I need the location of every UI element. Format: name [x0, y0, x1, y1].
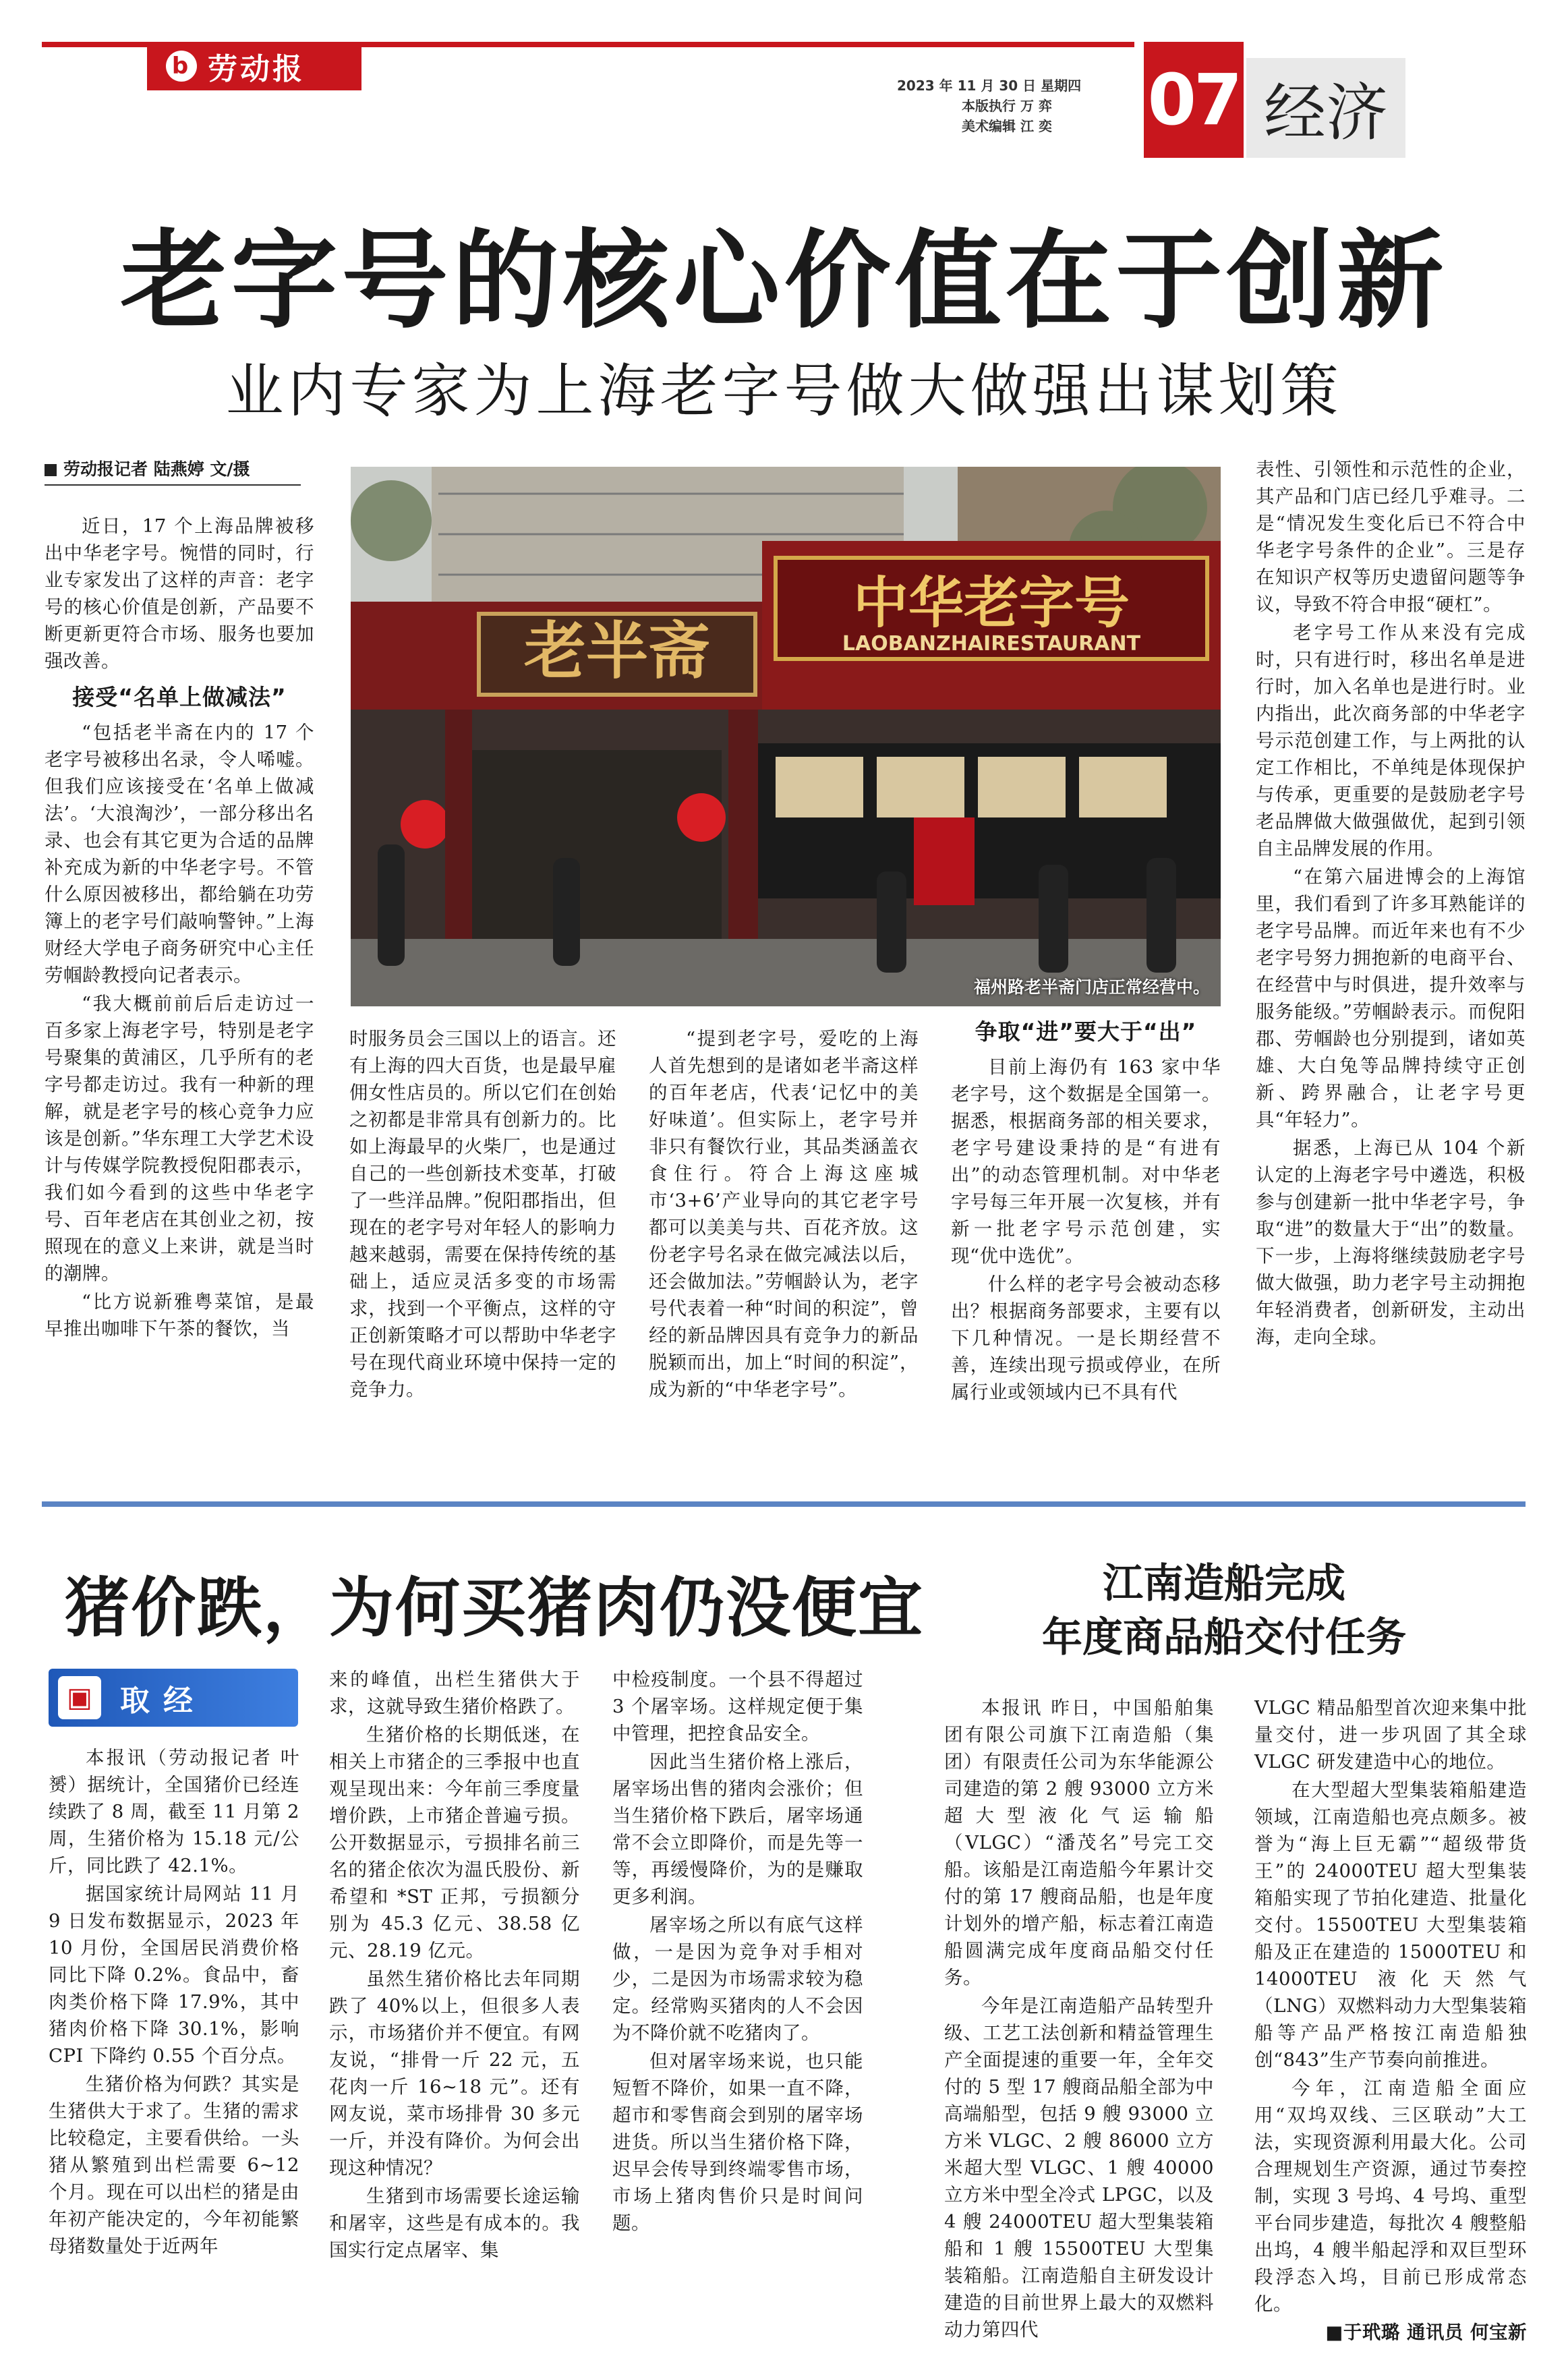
article1-byline: [45, 456, 301, 486]
section-heading: 争取“进”要大于“出”: [975, 1018, 1197, 1045]
paragraph: 本报讯（劳动报记者 叶赟）据统计，全国猪价已经连续跌了 8 周，截至 11 月第 2 周，生猪价格为 15.18 元/公斤，同比跌了 42.1%。: [49, 1747, 299, 1876]
article3-headline-line2: 年度商品船交付任务: [1042, 1614, 1406, 1661]
section-heading: 接受“名单上做减法”: [72, 684, 287, 710]
paragraph: “提到老字号，爱吃的上海人首先想到的是诸如老半斋这样的百年老店，代表‘记忆中的美好味道’。但实际上，老字号并非只有餐饮行业，其品类涵盖衣食住行。符合上海这座城市‘3+6’产业导向的其它老字号都可以美美与共、百花齐放。这份老字号名录在做完减法以后，还会做加法。”劳帼龄认为，老字号代表着一种“时间的积淀”，曾经的新品牌因具有竞争力的新品脱颖而出，加上“时间的积淀”，成为新的“中华老字号”。: [649, 1028, 919, 1400]
restaurant-photo-image: [351, 467, 1221, 1006]
book-icon: ▣: [58, 1676, 101, 1719]
article2-column-3: [612, 1666, 863, 2238]
paragraph: 表性、引领性和示范性的企业，其产品和门店已经几乎难寻。二是“情况发生变化后已不符合中华老字号条件的企业”。三是存在知识产权等历史遗留问题等争议，导致不符合申报“硬杠”。: [1256, 459, 1526, 615]
paragraph: 但对屠宰场来说，也只能短暂不降价，如果一直不降，超市和零售商会到别的屠宰场进货。所以当生猪价格下降，迟早会传导到终端零售市场，市场上猪肉售价只是时间问题。: [612, 2050, 863, 2234]
paragraph: 生猪价格的长期低迷，在相关上市猪企的三季报中也直观呈现出来：今年前三季度量增价跌，上市猪企普遍亏损。公开数据显示，亏损排名前三名的猪企依次为温氏股份、新希望和 *ST 正邦，亏损额分别为 45.3 亿元、38.58 亿元、28.19 亿元。: [329, 1724, 580, 1961]
paragraph: 据国家统计局网站 11 月 9 日发布数据显示，2023 年 10 月份，全国居民消费价格同比下降 0.2%。食品中，畜肉类价格下降 17.9%，其中猪肉价格下降 30.1%，影响 CPI 下降约 0.55 个百分点。: [49, 1883, 299, 2067]
paragraph: 老字号工作从来没有完成时，只有进行时，移出名单是进行时，加入名单也是进行时。业内指出，此次商务部的中华老字号示范创建工作，与上两批的认定工作相比，不单纯是体现保护与传承，更重要的是鼓励老字号老品牌做大做强做优，起到引领自主品牌发展的作用。: [1256, 622, 1526, 859]
masthead-logo: [147, 42, 361, 90]
byline-square-icon: [45, 464, 57, 476]
paragraph: “包括老半斋在内的 17 个老字号被移出名录，令人唏嘘。但我们应该接受在‘名单上做减法’。‘大浪淘沙’，一部分移出名录、也会有其它更为合适的品牌补充成为新的中华老字号。不管什么原因被移出，都给躺在功劳簿上的老字号们敲响警钟。”上海财经大学电子商务研究中心主任劳帼龄教授向记者表示。: [45, 722, 314, 986]
photo-caption: 福州路老半斋门店正常经营中。: [973, 977, 1210, 997]
paragraph: 近日，17 个上海品牌被移出中华老字号。惋惜的同时，行业专家发出了这样的声音：老字号的核心价值是创新，产品要不断更新更符合市场、服务也要加强改善。: [45, 515, 314, 672]
byline-text: 劳动报记者 陆燕婷 文/摄: [63, 459, 250, 479]
paragraph: 中检疫制度。一个县不得超过 3 个屠宰场。这样规定便于集中管理，把控食品安全。: [612, 1669, 863, 1744]
article1-subheadline: 业内专家为上海老字号做大做强出谋划策: [225, 357, 1343, 425]
column-badge: [49, 1669, 298, 1727]
article1-column-1: [45, 513, 314, 1344]
masthead-mark-icon: b: [166, 51, 197, 82]
sign-right-text: 中华老字号: [852, 571, 1130, 635]
article3-byline: ■于玳璐 通讯员 何宝新: [1325, 2322, 1527, 2343]
paragraph: VLGC 精品船型首次迎来集中批量交付，进一步巩固了其全球 VLGC 研发建造中心的地位。: [1254, 1697, 1527, 1773]
article1-column-3: [649, 1025, 919, 1404]
article3-headline: [944, 1557, 1504, 1665]
article3-column-2: [1254, 1694, 1527, 2346]
paragraph: “比方说新雅粤菜馆，是最早推出咖啡下午茶的餐饮，当: [45, 1291, 314, 1340]
article1-column-4: [951, 1018, 1221, 1407]
paragraph: 生猪到市场需要长途运输和屠宰，这些是有成本的。我国实行定点屠宰、集: [329, 2185, 580, 2261]
article3-headline-line1: 江南造船完成: [1103, 1560, 1345, 1607]
article1-column-5: [1256, 456, 1526, 1352]
article2-headline: 猪价跌，为何买猪肉仍没便宜: [65, 1570, 924, 1646]
paragraph: 据悉，上海已从 104 个新认定的上海老字号中遴选，积极参与创建新一批中华老字号，争取“进”的数量大于“出”的数量。下一步，上海将继续鼓励老字号做大做强，助力老字号主动拥抱年轻消费者，创新研发，主动出海，走向全球。: [1256, 1137, 1526, 1348]
page-number: 07: [1144, 42, 1244, 158]
paragraph: 今年，江南造船全面应用“双坞双线、三区联动”大工法，实现资源利用最大化。公司合理规划生产资源，通过节奏控制，实现 3 号坞、4 号坞、重型平台同步建造，每批次 4 艘整船出坞，4 艘半船起浮和双巨型环段浮态入坞，目前已形成常态化。: [1254, 2077, 1527, 2315]
paragraph: 在大型超大型集装箱船建造领域，江南造船也亮点颇多。被誉为“海上巨无霸”“超级带货王”的 24000TEU 超大型集装箱船实现了节拍化建造、批量化交付。15500TEU 大型集装箱船及正在建造的 15000TEU 和 14000TEU 液化天然气（LNG）双燃料动力大型集装箱船等产品严格按江南造船独创“843”生产节奏向前推进。: [1254, 1779, 1527, 2071]
paragraph: 虽然生猪价格比去年同期跌了 40%以上，但很多人表示，市场猪价并不便宜。有网友说，“排骨一斤 22 元，五花肉一斤 16~18 元”。还有网友说，菜市场排骨 30 多元一斤，并没有降价。为何会出现这种情况？: [329, 1968, 580, 2179]
article2-column-1: [49, 1744, 299, 2261]
page-editor: 本版执行 万 弈: [962, 98, 1052, 114]
paragraph: 目前上海仍有 163 家中华老字号，这个数据是全国第一。据悉，根据商务部的相关要求，老字号建设秉持的是“有进有出”的动态管理机制。对中华老字号每三年开展一次复核，并有新一批老字号示范创建，实现“优中选优”。: [951, 1056, 1221, 1267]
art-editor: 美术编辑 江 奕: [962, 118, 1052, 134]
article1-headline: 老字号的核心价值在于创新: [120, 219, 1448, 343]
paragraph: 因此当生猪价格上涨后，屠宰场出售的猪肉会涨价；但当生猪价格下跌后，屠宰场通常不会立即降价，而是先等一等，再缓慢降价，为的是赚取更多利润。: [612, 1751, 863, 1907]
article1-column-2: [349, 1025, 616, 1404]
paragraph: 本报讯 昨日，中国船舶集团有限公司旗下江南造船（集团）有限责任公司为东华能源公司建造的第 2 艘 93000 立方米超大型液化气运输船（VLGC）“潘茂名”号完工交船。该船是江南造船今年累计交付的第 17 艘商品船，也是年度计划外的增产船，标志着江南造船圆满完成年度商品船交付任务。: [944, 1697, 1214, 1988]
column-badge-label: 取经: [120, 1684, 206, 1718]
publication-info: [897, 76, 1138, 136]
paragraph: 时服务员会三国以上的语言。还有上海的四大百货，也是最早雇佣女性店员的。所以它们在创始之初都是非常具有创新力的。比如上海最早的火柴厂，也是通过自己的一些创新技术变革，打破了一些洋品牌。”倪阳郡指出，但现在的老字号对年轻人的影响力越来越弱，需要在保持传统的基础上，适应灵活多变的市场需求，找到一个平衡点，这样的守正创新策略才可以帮助中华老字号在现代商业环境中保持一定的竞争力。: [349, 1028, 616, 1400]
paragraph: “在第六届进博会的上海馆里，我们看到了许多耳熟能详的老字号品牌。而近年来也有不少老字号努力拥抱新的电商平台、在经营中与时俱进，提升效率与服务能级。”劳帼龄表示。而倪阳郡、劳帼龄也分别提到，诸如英雄、大白兔等品牌持续守正创新、跨界融合，让老字号更具“年轻力”。: [1256, 866, 1526, 1130]
sign-right-english: LAOBANZHAIRESTAURANT: [842, 632, 1141, 656]
article3-column-1: [944, 1694, 1214, 2345]
masthead-title: 劳动报: [208, 52, 305, 86]
paragraph: 生猪价格为何跌？其实是生猪供大于求了。生猪的需求比较稳定，主要看供给。一头猪从繁殖到出栏需要 6~12 个月。现在可以出栏的猪是由年初产能决定的，今年初能繁母猪数量处于近两年: [49, 2073, 299, 2257]
paragraph: 今年是江南造船产品转型升级、工艺工法创新和精益管理生产全面提速的重要一年，全年交付的 5 型 17 艘商品船全部为中高端船型，包括 9 艘 93000 立方米 VLGC、2 艘 86000 立方米超大型 VLGC、1 艘 40000 立方米中型全冷式 LPGC，以及 4 艘 24000TEU 超大型集装箱船和 1 艘 15500TEU 大型集装箱船。江南造船自主研发设计建造的目前世界上最大的双燃料动力第四代: [944, 1995, 1214, 2340]
paragraph: “我大概前前后后走访过一百多家上海老字号，特别是老字号聚集的黄浦区，几乎所有的老字号都走访过。我有一种新的理解，就是老字号的核心竞争力应该是创新。”华东理工大学艺术设计与传媒学院教授倪阳郡表示，我们如今看到的这些中华老字号、百年老店在其创业之初，按照现在的意义上来讲，就是当时的潮牌。: [45, 993, 314, 1284]
sign-left-text: 老半斋: [523, 614, 711, 687]
article1-photo: [351, 467, 1221, 1006]
paragraph: 什么样的老字号会被动态移出？根据商务部要求，主要有以下几种情况。一是长期经营不善，连续出现亏损或停业，在所属行业或领域内已不具有代: [951, 1273, 1221, 1403]
paragraph: 来的峰值，出栏生猪供大于求，这就导致生猪价格跌了。: [329, 1669, 580, 1717]
issue-date: 2023 年 11 月 30 日 星期四: [897, 78, 1082, 94]
section-name: 经济: [1246, 58, 1405, 158]
article2-column-2: [329, 1666, 580, 2265]
paragraph: 屠宰场之所以有底气这样做，一是因为竞争对手相对少，二是因为市场需求较为稳定。经常购买猪肉的人不会因为不降价就不吃猪肉了。: [612, 1914, 863, 2044]
section-divider: [42, 1501, 1526, 1507]
